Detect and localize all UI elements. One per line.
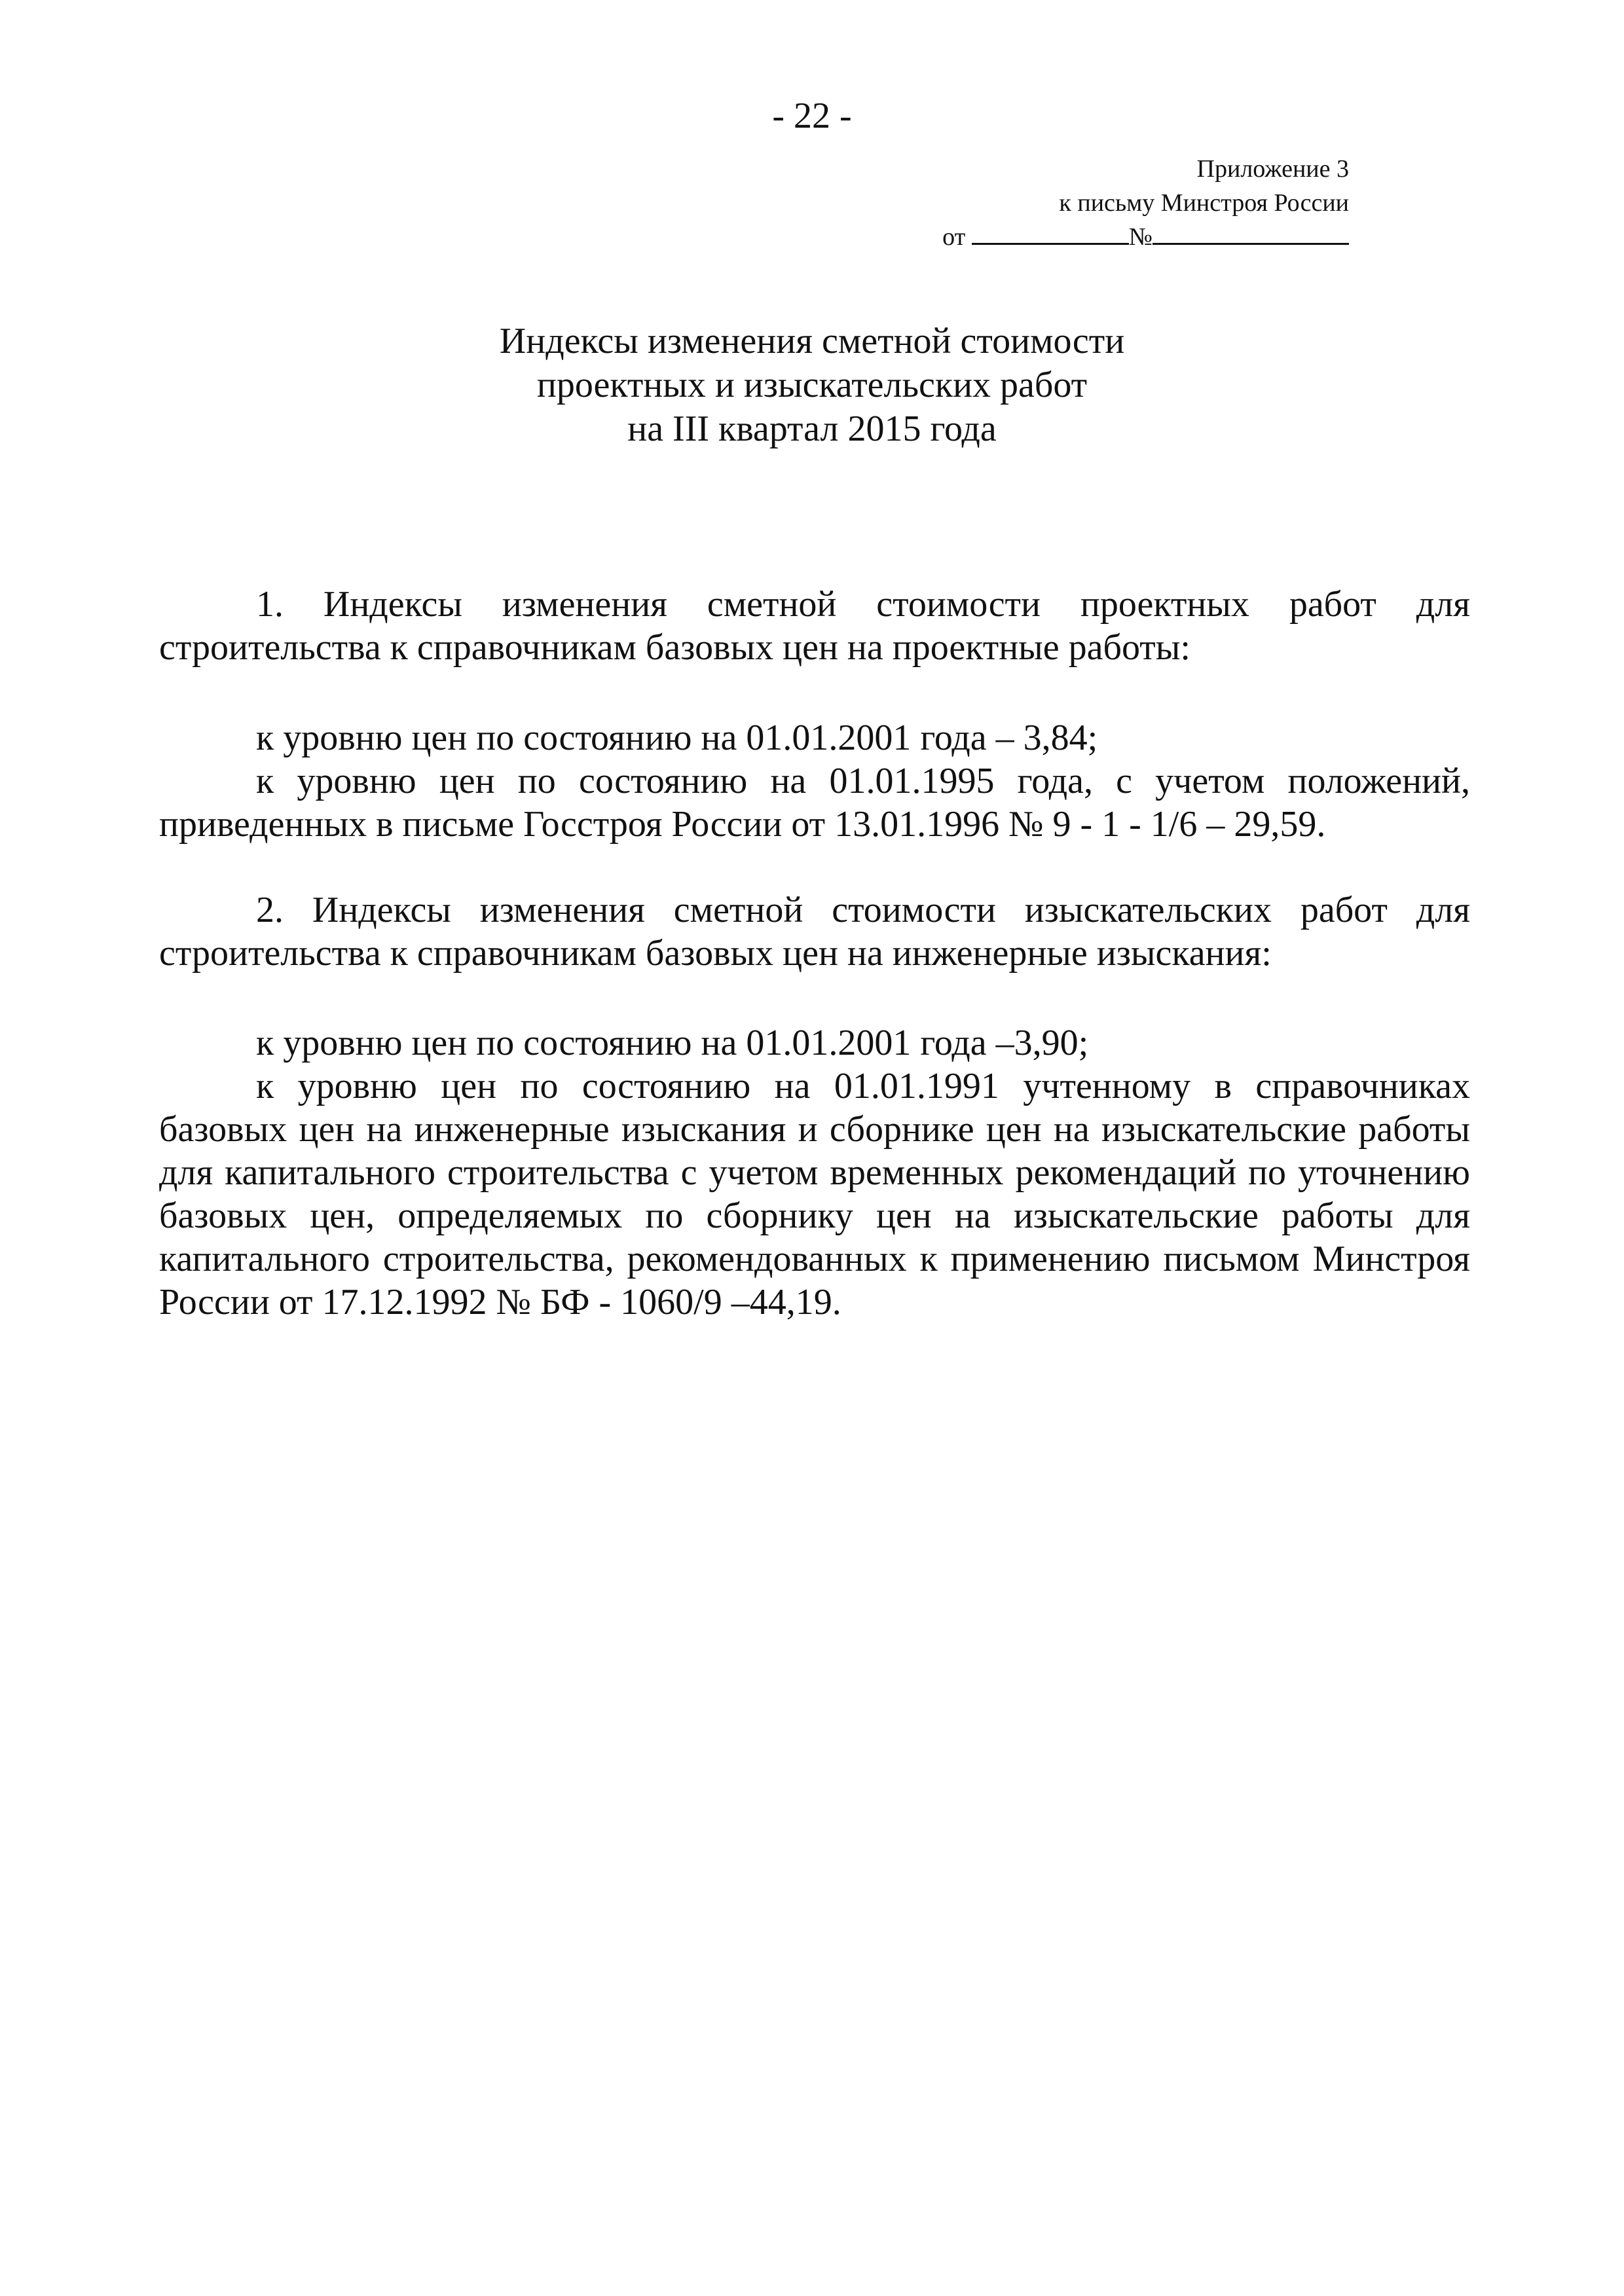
page-number: - 22 - bbox=[772, 96, 852, 136]
section-1-item-2: к уровню цен по состоянию на 01.01.1995 года, с учетом положений, приведенных в письме Госстроя России от 13.01.1996 № 9 - 1 - 1/6 – 29,59. bbox=[159, 761, 1470, 845]
appendix-date-number-line bbox=[942, 220, 1349, 254]
section-1-heading-text: 1. Индексы изменения сметной стоимости проектных работ для строительства к справочникам базовых цен на проектные работы: bbox=[159, 584, 1470, 668]
section-1-heading bbox=[159, 583, 1470, 669]
appendix-number-label: № bbox=[1128, 223, 1153, 251]
document-title bbox=[0, 319, 1624, 451]
title-line-1: Индексы изменения сметной стоимости bbox=[499, 321, 1125, 361]
section-1-items bbox=[159, 716, 1470, 846]
title-line-2: проектных и изыскательских работ bbox=[536, 365, 1088, 405]
section-2-item-2: к уровню цен по состоянию на 01.01.1991 учтенному в справочниках базовых цен на инженерные изыскания и сборнике цен на изыскательские работы для капитального строительства с учетом временных рекомендаций по уточнению базовых цен, определяемых по сборнику цен на изыскательские работы для капитального строительства, рекомендованных к применению письмом Минстроя России от 17.12.1992 № БФ - 1060/9 –44,19. bbox=[159, 1066, 1470, 1322]
section-2-heading-text: 2. Индексы изменения сметной стоимости изыскательских работ для строительства к справочникам базовых цен на инженерные изыскания: bbox=[159, 890, 1470, 974]
appendix-reference: к письму Минстроя России bbox=[1059, 189, 1349, 217]
number-blank bbox=[1153, 225, 1349, 245]
appendix-block bbox=[942, 152, 1349, 254]
section-2-items bbox=[159, 1021, 1470, 1324]
appendix-from-label: от bbox=[942, 223, 966, 251]
section-2-heading bbox=[159, 888, 1470, 975]
appendix-label: Приложение 3 bbox=[1196, 155, 1349, 183]
title-line-3: на III квартал 2015 года bbox=[627, 409, 997, 449]
date-blank bbox=[972, 225, 1129, 245]
section-2-item-1: к уровню цен по состоянию на 01.01.2001 года –3,90; bbox=[256, 1023, 1089, 1063]
section-1-item-1: к уровню цен по состоянию на 01.01.2001 года – 3,84; bbox=[256, 718, 1098, 758]
